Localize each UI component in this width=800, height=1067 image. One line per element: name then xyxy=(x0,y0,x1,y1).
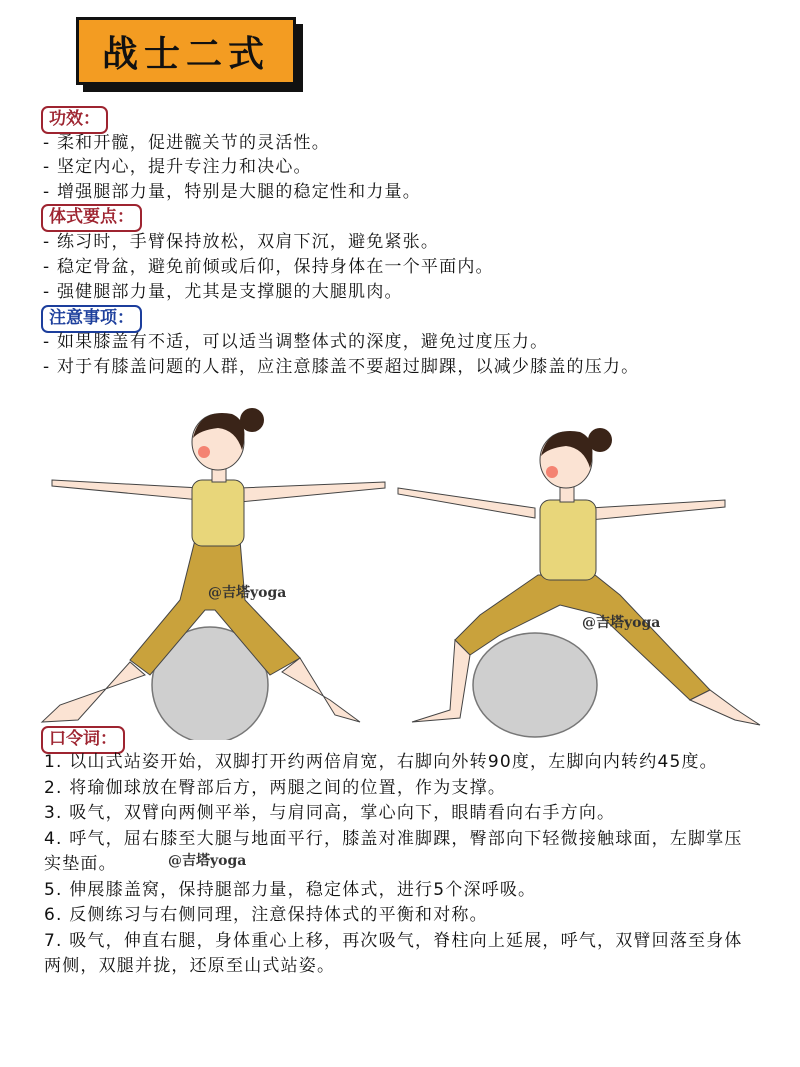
key-point-item: - 强健腿部力量，尤其是支撑腿的大腿肌肉。 xyxy=(43,282,403,302)
watermark: @吉塔yoga xyxy=(582,615,661,631)
cue-step: 5. 伸展膝盖窝，保持腿部力量，稳定体式，进行5个深呼吸。 xyxy=(44,879,537,900)
cue-step: 6. 反侧练习与右侧同理，注意保持体式的平衡和对称。 xyxy=(44,905,488,925)
watermark: @吉塔yoga xyxy=(208,585,287,601)
cautions-label: 注意事项： xyxy=(41,305,142,333)
benefits-label: 功效： xyxy=(41,106,108,134)
caution-item: - 如果膝盖有不适，可以适当调整体式的深度，避免过度压力。 xyxy=(43,332,549,352)
cue-step: 7. 吸气，伸直右腿，身体重心上移，再次吸气，脊柱向上延展，呼气，双臂回落至身体两侧，双腿并拢，还原至山式站姿。 xyxy=(44,930,743,976)
benefit-item: - 增强腿部力量，特别是大腿的稳定性和力量。 xyxy=(43,182,421,202)
yoga-illustration xyxy=(0,400,800,740)
key-point-item: - 稳定骨盆，避免前倾或后仰，保持身体在一个平面内。 xyxy=(43,257,494,277)
caution-item: - 对于有膝盖问题的人群，应注意膝盖不要超过脚踝，以减少膝盖的压力。 xyxy=(43,357,640,377)
title-banner xyxy=(76,17,296,85)
watermark: @吉塔yoga xyxy=(168,853,247,869)
figure-side-view xyxy=(398,428,760,737)
page-title: 战士二式 xyxy=(101,33,270,75)
key-point-item: - 练习时，手臂保持放松，双肩下沉，避免紧张。 xyxy=(43,232,440,252)
benefit-item: - 柔和开髋，促进髋关节的灵活性。 xyxy=(43,133,330,153)
benefit-item: - 坚定内心，提升专注力和决心。 xyxy=(43,157,312,177)
key-points-label: 体式要点： xyxy=(41,204,142,232)
cues-label: 口令词： xyxy=(41,726,125,754)
cue-step: 2. 将瑜伽球放在臀部后方，两腿之间的位置，作为支撑。 xyxy=(44,777,507,798)
figure-front-view xyxy=(42,408,385,740)
cue-step: 4. 呼气，屈右膝至大腿与地面平行，膝盖对准脚踝，臀部向下轻微接触球面，左脚掌压实垫面。 xyxy=(44,828,743,874)
cue-step: 3. 吸气，双臂向两侧平举，与肩同高，掌心向下，眼睛看向右手方向。 xyxy=(44,803,616,823)
cue-step: 1. 以山式站姿开始，双脚打开约两倍肩宽，右脚向外转90度，左脚向内转约45度。 xyxy=(44,752,718,772)
yoga-ball xyxy=(473,633,597,737)
cue-steps xyxy=(44,750,760,980)
